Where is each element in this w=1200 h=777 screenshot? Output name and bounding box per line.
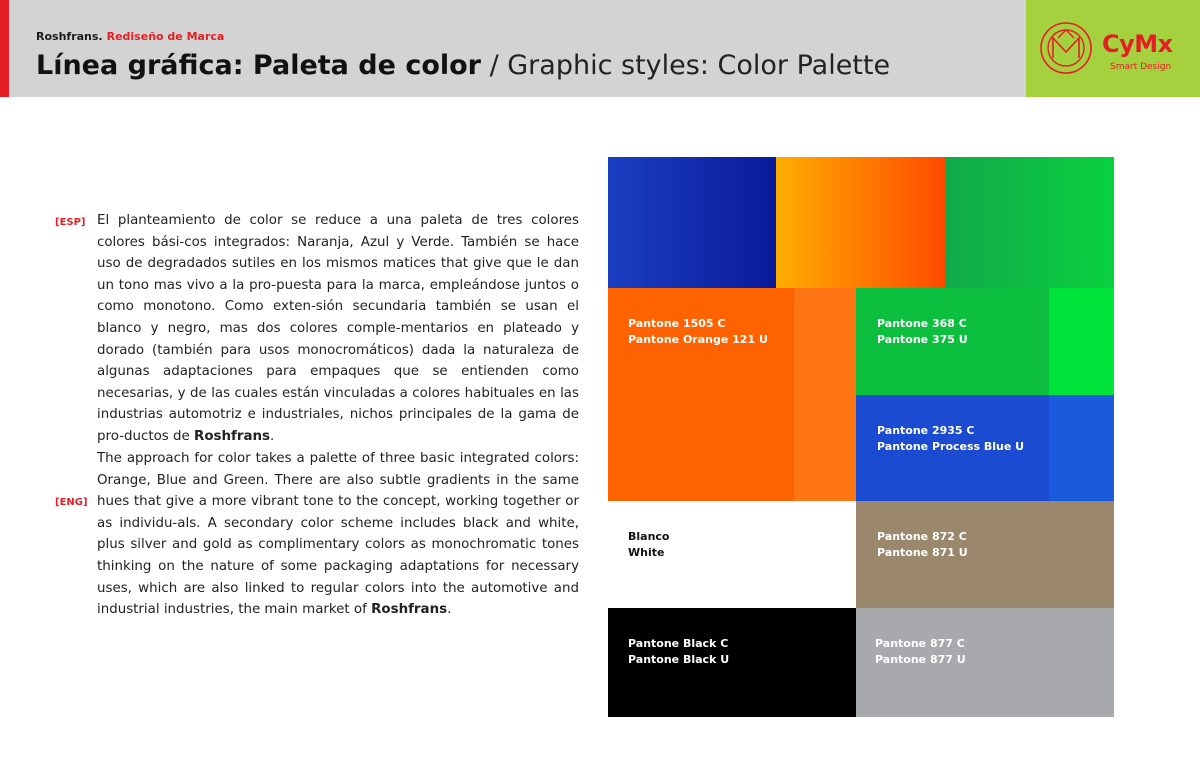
spanish-text: El planteamiento de color se reduce a una paleta de tres colores colores bási-cos integrados: Naranja, Azul y Verde. También se hace uso de degradados sutiles en los mismos matices that give que le dan un tono mas vivo a la pro-puesta para la marca, empleándose juntos o como monotono. Como exten-sión secundaria también se usan el blanco y negro, mas dos colores comple-mentarios en plateado y dorado (también para usos monocromáticos) dada la naturaleza de algunas adaptaciones para empaques que se entienden como necesarias, y de las cuales están vinculadas a colores habituales en las industrias automotriz e industriales, nichos principales de la gama de pro-ductos de [97,213,579,444]
logo-box [1026,0,1200,97]
blue-gradient-swatch [608,157,776,288]
green-pantone-u: Pantone 375 U [877,333,968,346]
english-brand: Roshfrans [371,602,448,618]
logo-tagline: Smart Design [1110,62,1172,72]
accent-bar [0,0,9,97]
white-label-es: Blanco [628,530,670,543]
eng-tag: [ENG] [55,497,88,508]
english-paragraph: The approach for color takes a palette of three basic integrated colors: Orange, Blue and Green. There are also subtle gradients in the same hues that give a more vibrant tone to the concept, working together or as individu-als. A secondary color scheme includes black and white, plus silver and gold as complimentary colors as monochromatic tones thinking on the nature of some packaging adaptations for necessary uses, which are also linked to regular colors into the automotive and industrial industries, the main market of Roshfrans. [97,451,579,618]
spanish-brand: Roshfrans [194,428,270,444]
gold-pantone-c: Pantone 872 C [877,530,967,543]
brand-name: Roshfrans. [36,30,103,43]
spanish-paragraph: El planteamiento de color se reduce a una paleta de tres colores colores bási-cos integrados: Naranja, Azul y Verde. También se hace uso de degradados sutiles en los mismos matices that give que le dan un tono mas vivo a la pro-puesta para la marca, empleándose juntos o como monotono. Como exten-sión secundaria también se usan el blanco y negro, mas dos colores comple-mentarios en plateado y dorado (también para usos monocromáticos) dada la naturaleza de algunas adaptaciones para empaques que se entienden como necesarias, y de las cuales están vinculadas a colores habituales en las industrias automotriz e industriales, nichos principales de la gama de pro-ductos de Roshfrans. [97,213,579,444]
green-swatch [856,288,1049,395]
orange-swatch [608,288,794,501]
black-pantone-c: Pantone Black C [628,637,729,650]
brand-subtitle: Rediseño de Marca [106,30,225,43]
black-swatch [608,608,856,717]
header [0,0,1200,97]
silver-pantone-c: Pantone 877 C [875,637,965,650]
green-tint-swatch [1049,288,1114,395]
black-pantone-u: Pantone Black U [628,653,730,666]
gold-swatch [856,501,1114,608]
page-title [36,50,890,81]
logo-name: CyMx [1102,30,1173,58]
brand-line [36,30,224,43]
blue-pantone-u: Pantone Process Blue U [877,440,1025,453]
gold-pantone-u: Pantone 871 U [877,546,968,559]
green-gradient-swatch [945,157,1114,288]
english-text: The approach for color takes a palette of three basic integrated colors: Orange, Blue and Green. There are also subtle gradients in the same hues that give a more vibrant tone to the concept, working together or as individu-als. A secondary color scheme includes black and white, plus silver and gold as complimentary colors as monochromatic tones thinking on the nature of some packaging adaptations for necessary uses, which are also linked to regular colors into the automotive and industrial industries, the main market of [97,451,579,618]
white-label-en: White [628,546,665,559]
title-english: / Graphic styles: Color Palette [481,50,891,81]
color-palette [608,157,1114,717]
blue-swatch [856,395,1049,501]
silver-swatch [856,608,1114,717]
blue-pantone-c: Pantone 2935 C [877,424,975,437]
esp-tag: [ESP] [55,217,86,228]
orange-pantone-u: Pantone Orange 121 U [628,333,768,346]
cymx-logo-icon [1038,20,1094,76]
orange-pantone-c: Pantone 1505 C [628,317,726,330]
blue-tint-swatch [1049,395,1114,501]
white-swatch [608,501,856,608]
orange-tint-swatch [794,288,856,501]
green-pantone-c: Pantone 368 C [877,317,967,330]
silver-pantone-u: Pantone 877 U [875,653,966,666]
title-spanish: Línea gráfica: Paleta de color [36,50,481,81]
orange-gradient-swatch [776,157,945,288]
